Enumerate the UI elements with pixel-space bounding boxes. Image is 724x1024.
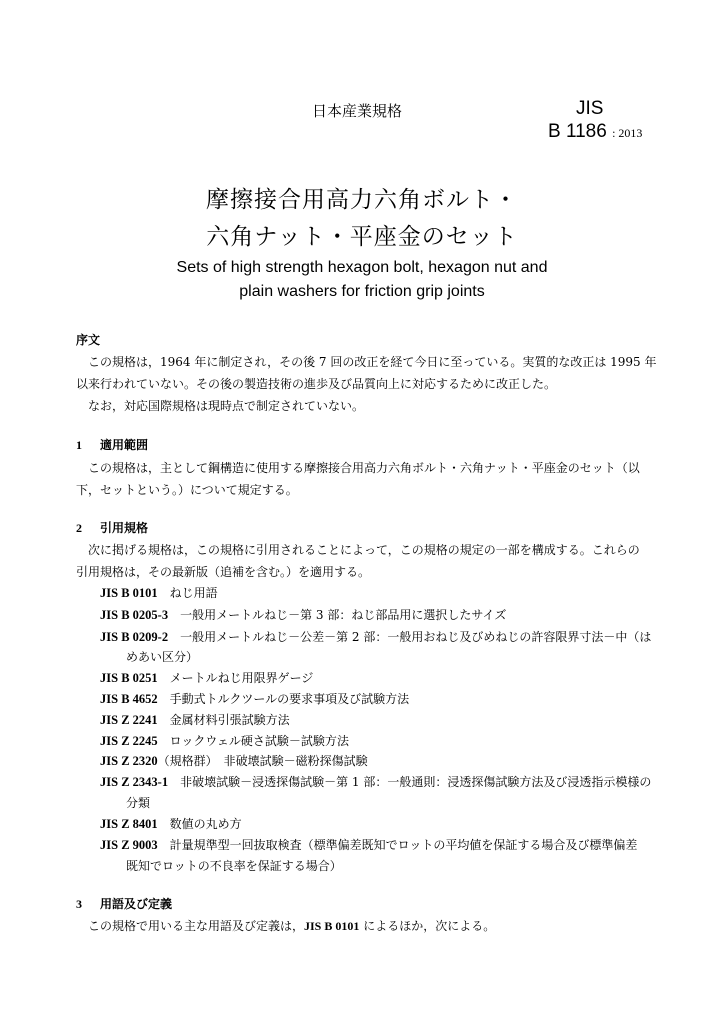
section2-number: 2 xyxy=(76,521,82,535)
jis-label: JIS xyxy=(576,98,604,119)
title-en-line1: Sets of high strength hexagon bolt, hexagon nut and xyxy=(176,259,548,276)
ref-text: 計量規準型一回抜取検査（標準偏差既知でロットの平均値を保証する場合及び標準偏差 xyxy=(169,838,638,852)
ref-item xyxy=(100,815,242,832)
section3-number: 3 xyxy=(76,897,82,911)
section3-text-post: によるほか，次による。 xyxy=(359,919,496,933)
ref-code: JIS B 4652 xyxy=(100,692,158,706)
ref-item xyxy=(100,711,290,728)
title-jp-line1: 摩擦接合用高力六角ボルト・ xyxy=(206,187,518,213)
ref-item xyxy=(100,669,313,686)
ref-continuation: めあい区分） xyxy=(126,650,199,664)
ref-text: 金属材料引張試験方法 xyxy=(169,713,290,727)
ref-item xyxy=(100,690,409,707)
ref-text: メートルねじ用限界ゲージ xyxy=(169,671,314,685)
standard-category: 日本産業規格 xyxy=(312,102,403,120)
title-en-line2: plain washers for friction grip joints xyxy=(239,283,485,300)
ref-continuation: 既知でロットの不良率を保証する場合） xyxy=(126,859,342,873)
ref-item xyxy=(100,752,368,769)
section1-title: 適用範囲 xyxy=(100,438,149,452)
standard-number xyxy=(548,121,642,143)
ref-text: 数値の丸め方 xyxy=(169,817,242,831)
ref-code: JIS B 0209-2 xyxy=(100,630,169,644)
ref-text: （規格群） 非破壊試験－磁粉探傷試験 xyxy=(157,754,368,768)
ref-item xyxy=(100,732,349,749)
section3-line1 xyxy=(88,917,495,934)
ref-item xyxy=(100,628,651,645)
ref-item xyxy=(100,836,637,853)
section3-ref-code: JIS B 0101 xyxy=(304,919,360,933)
ref-code: JIS B 0101 xyxy=(100,586,158,600)
ref-item xyxy=(100,584,218,601)
section1-number: 1 xyxy=(76,438,82,452)
ref-item xyxy=(100,773,651,790)
ref-text: 非破壊試験－浸透探傷試験－第 1 部：一般通則：浸透探傷試験方法及び浸透指示模様の xyxy=(180,775,652,789)
ref-code: JIS Z 2343-1 xyxy=(100,775,169,789)
foreword-heading: 序文 xyxy=(76,333,101,347)
section1-heading xyxy=(76,436,148,453)
ref-text: 一般用メートルねじ－公差－第 2 部：一般用おねじ及びめねじの許容限界寸法－中（は xyxy=(180,630,652,644)
ref-code: JIS Z 9003 xyxy=(100,838,158,852)
section3-title: 用語及び定義 xyxy=(100,897,173,911)
ref-code: JIS Z 2245 xyxy=(100,734,158,748)
section2-line1: 次に掲げる規格は，この規格に引用されることによって，この規格の規定の一部を構成する。これらの xyxy=(88,543,640,557)
ref-code: JIS Z 2320 xyxy=(100,754,158,768)
foreword-line2: 以来行われていない。その後の製造技術の進歩及び品質向上に対応するために改正した。 xyxy=(76,377,557,391)
foreword-line3: なお，対応国際規格は現時点で制定されていない。 xyxy=(88,399,365,413)
ref-item xyxy=(100,606,506,623)
section2-line2: 引用規格は，その最新版（追補を含む。）を適用する。 xyxy=(76,565,371,579)
ref-continuation: 分類 xyxy=(126,796,151,810)
ref-text: ロックウェル硬さ試験－試験方法 xyxy=(169,734,349,748)
title-jp-line2: 六角ナット・平座金のセット xyxy=(206,224,518,250)
ref-text: 手動式トルクツールの要求事項及び試験方法 xyxy=(169,692,410,706)
foreword-line1: この規格は，1964 年に制定され，その後 7 回の改正を経て今日に至っている。実質的な改正は 1995 年 xyxy=(88,355,657,369)
section3-heading xyxy=(76,895,172,912)
standard-code: B 1186 xyxy=(548,121,607,142)
section2-heading xyxy=(76,519,148,536)
ref-code: JIS Z 8401 xyxy=(100,817,158,831)
ref-code: JIS B 0205-3 xyxy=(100,608,169,622)
section1-line2: 下，セットという。）について規定する。 xyxy=(76,483,298,497)
standard-year: : 2013 xyxy=(612,126,643,140)
section2-title: 引用規格 xyxy=(100,521,149,535)
ref-text: ねじ用語 xyxy=(169,586,218,600)
ref-code: JIS Z 2241 xyxy=(100,713,158,727)
ref-text: 一般用メートルねじ－第 3 部：ねじ部品用に選択したサイズ xyxy=(180,608,507,622)
ref-code: JIS B 0251 xyxy=(100,671,158,685)
section1-line1: この規格は，主として鋼構造に使用する摩擦接合用高力六角ボルト・六角ナット・平座金のセット（以 xyxy=(88,461,640,475)
section3-text-pre: この規格で用いる主な用語及び定義は， xyxy=(88,919,305,933)
